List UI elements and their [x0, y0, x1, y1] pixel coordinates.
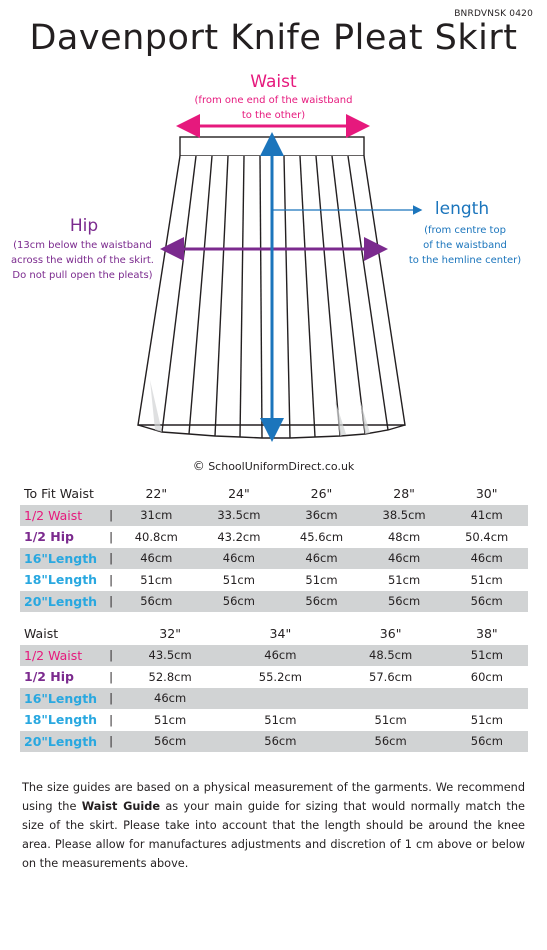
value-cell: 36cm [280, 505, 363, 527]
value-cell: 46cm [198, 548, 281, 570]
table-header-row [20, 483, 528, 505]
row-label: 18"Length [24, 712, 98, 728]
size-cell: 34" [269, 626, 292, 642]
table-row: 16"Length | 46cm 46cm 46cm 46cm 46cm [20, 548, 528, 570]
table-row: 1/2 Hip | 40.8cm 43.2cm 45.6cm 48cm 50.4cm [20, 526, 528, 548]
page-title: Davenport Knife Pleat Skirt [29, 18, 518, 58]
hip-description [0, 238, 165, 283]
hip-desc-line: (13cm below the waistband [13, 240, 152, 251]
value-cell: 38.5cm [363, 505, 446, 527]
length-description [395, 223, 535, 268]
row-label: 1/2 Waist [20, 645, 107, 667]
value-cell: 60cm [470, 669, 503, 684]
value-cell: 56cm [225, 731, 335, 753]
row-label: 1/2 Hip [24, 669, 75, 685]
size-table-1 [20, 483, 528, 612]
value-cell: 51cm [470, 572, 503, 587]
credit-text: SchoolUniformDirect.co.uk [208, 460, 355, 473]
header-label: Waist [24, 626, 59, 642]
value-cell: 45.6cm [299, 529, 344, 544]
size-cell: 22" [145, 486, 168, 502]
value-cell: 46cm [225, 645, 335, 667]
value-cell: 56cm [115, 591, 198, 613]
size-cell: 32" [159, 626, 181, 642]
value-cell: 51cm [387, 572, 421, 587]
value-cell: 43.5cm [115, 645, 225, 667]
product-code: BNRDVNSK 0420 [454, 9, 533, 19]
value-cell: 51cm [222, 572, 255, 587]
row-label: 16"Length [20, 688, 107, 710]
length-desc-line: of the waistband [423, 240, 507, 251]
value-cell: 56cm [198, 591, 281, 613]
value-cell: 51cm [446, 645, 528, 667]
note-text: The size guides are based on a physical measurement of the garments. We recommend using the [22, 781, 525, 813]
value-cell: 48.5cm [336, 645, 446, 667]
hip-desc-line: across the width of the skirt. [11, 255, 154, 266]
value-cell: 56cm [336, 731, 446, 753]
row-label: 18"Length [24, 572, 98, 588]
size-cell: 38" [476, 626, 498, 642]
row-label: 1/2 Hip [24, 529, 75, 545]
table-row: 1/2 Hip | 52.8cm 55.2cm 57.6cm 60cm [20, 666, 528, 688]
copyright-icon: © [192, 459, 205, 473]
credit-line [0, 459, 547, 473]
value-cell: 46cm [115, 688, 225, 710]
value-cell: 46cm [363, 548, 446, 570]
value-cell: 51cm [374, 712, 407, 727]
value-cell: 48cm [387, 529, 421, 544]
table-row: 1/2 Waist | 43.5cm 46cm 48.5cm 51cm [20, 645, 528, 667]
value-cell: 56cm [445, 591, 528, 613]
note-text: as your main guide for sizing that would normally match the size of the skirt. Please take into account that the length should be around the knee area. Please allow for manufactures adjustments and discretion of 1 cm above or below on the measurements above. [22, 800, 525, 870]
value-cell: 56cm [280, 591, 363, 613]
value-cell: 52.8cm [148, 669, 192, 684]
table-row: 1/2 Waist | 31cm 33.5cm 36cm 38.5cm 41cm [20, 505, 528, 527]
size-guide-note [22, 778, 525, 873]
value-cell: 55.2cm [258, 669, 302, 684]
value-cell: 46cm [115, 548, 198, 570]
value-cell: 51cm [264, 712, 297, 727]
value-cell: 46cm [445, 548, 528, 570]
table-row: 20"Length | 56cm 56cm 56cm 56cm [20, 731, 528, 753]
value-cell: 33.5cm [198, 505, 281, 527]
table-row: 18"Length | 51cm 51cm 51cm 51cm [20, 709, 528, 731]
size-table-2 [20, 623, 528, 752]
length-desc-line: (from centre top [424, 225, 506, 236]
value-cell [446, 688, 528, 710]
value-cell [225, 688, 335, 710]
hip-title: Hip [69, 216, 99, 236]
value-cell: 31cm [115, 505, 198, 527]
table-header-row [20, 623, 528, 645]
value-cell: 51cm [154, 712, 187, 727]
value-cell: 51cm [470, 712, 503, 727]
value-cell: 50.4cm [465, 529, 509, 544]
row-label: 16"Length [20, 548, 107, 570]
size-cell: 26" [310, 486, 333, 502]
value-cell: 51cm [305, 572, 338, 587]
waist-title: Waist [250, 72, 297, 92]
hip-desc-line: Do not pull open the pleats) [12, 270, 153, 281]
waist-description [170, 93, 377, 123]
note-emphasis: Waist Guide [81, 800, 161, 813]
size-cell: 36" [379, 626, 402, 642]
value-cell [336, 688, 446, 710]
value-cell: 51cm [140, 572, 173, 587]
table-row: 16"Length | 46cm [20, 688, 528, 710]
header-label: To Fit Waist [24, 486, 94, 502]
value-cell: 41cm [445, 505, 528, 527]
table-row: 18"Length | 51cm 51cm 51cm 51cm 51cm [20, 569, 528, 591]
waist-desc-line: (from one end of the waistband [194, 95, 353, 106]
size-cell: 28" [393, 486, 415, 502]
value-cell: 56cm [446, 731, 528, 753]
row-label: 1/2 Waist [20, 505, 107, 527]
table-row: 20"Length | 56cm 56cm 56cm 56cm 56cm [20, 591, 528, 613]
size-cell: 30" [475, 486, 498, 502]
size-cell: 24" [228, 486, 250, 502]
value-cell: 46cm [280, 548, 363, 570]
row-label: 20"Length [20, 731, 107, 753]
waist-desc-line: to the other) [241, 110, 306, 121]
value-cell: 43.2cm [217, 529, 261, 544]
length-title: length [434, 199, 490, 219]
length-desc-line: to the hemline center) [408, 255, 522, 266]
row-label: 20"Length [20, 591, 107, 613]
value-cell: 40.8cm [134, 529, 178, 544]
value-cell: 56cm [363, 591, 446, 613]
value-cell: 56cm [115, 731, 225, 753]
value-cell: 57.6cm [369, 669, 413, 684]
